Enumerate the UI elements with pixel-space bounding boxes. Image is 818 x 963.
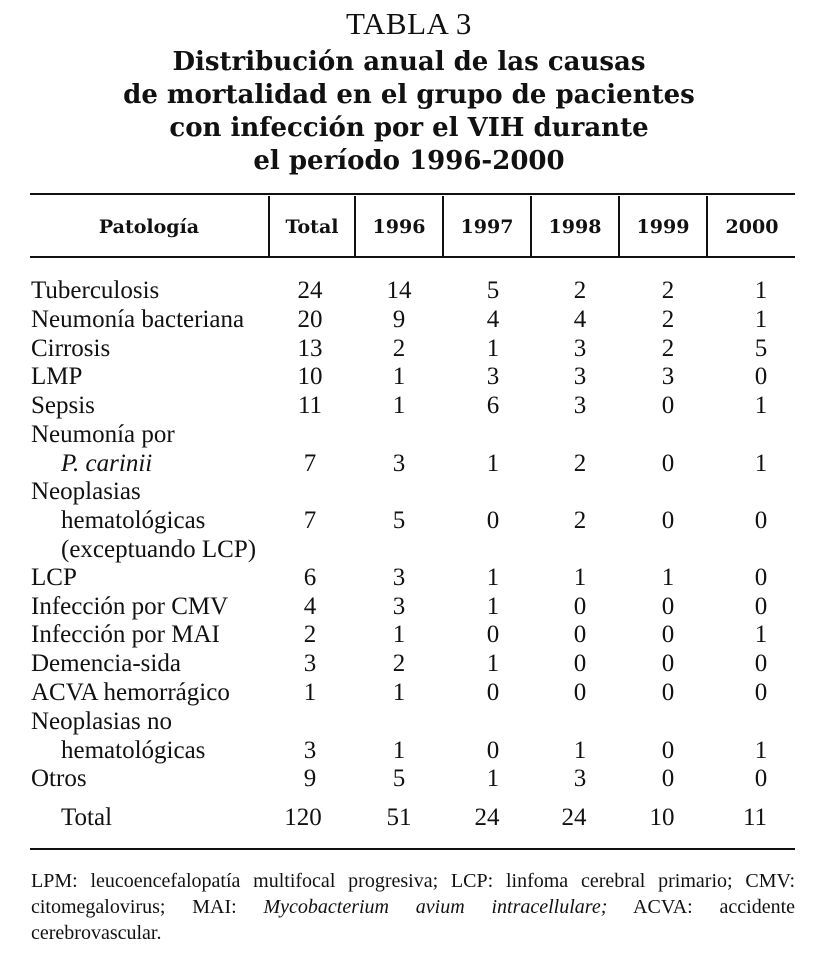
footnote <box>31 868 795 946</box>
cell-1997: 3 <box>486 363 500 390</box>
row-label: Sepsis <box>31 392 95 419</box>
footnote-text: LPM: leucoencefalopatía multifocal progresiva; LCP: linfoma cerebral primario; CMV: citomegalovirus; MAI: <box>31 870 795 918</box>
cell-1998: 0 <box>573 679 587 706</box>
cell-1999: 1 <box>661 564 675 591</box>
cell-2000: 1 <box>754 306 768 333</box>
row-label: Cirrosis <box>31 335 111 362</box>
cell-1997: 0 <box>486 507 500 534</box>
cell-1996: 1 <box>392 392 406 419</box>
cell-1999: 0 <box>661 507 675 534</box>
cell-total: 7 <box>303 450 317 477</box>
cell-1997: 1 <box>486 765 500 792</box>
cell-1999: 0 <box>661 650 675 677</box>
cell-1999: 0 <box>661 679 675 706</box>
cell-1997: 1 <box>486 335 500 362</box>
cell-2000: 1 <box>754 450 768 477</box>
cell-1999: 3 <box>661 363 675 390</box>
cell-2000: 0 <box>754 679 768 706</box>
top-rule <box>30 193 795 195</box>
cell-2000: 1 <box>754 621 768 648</box>
header-2000: 2000 <box>725 216 779 238</box>
table-number: TABLA 3 <box>346 6 472 41</box>
cell-1999: 0 <box>661 621 675 648</box>
row-label: LMP <box>31 363 83 390</box>
row-label: Tuberculosis <box>31 277 160 304</box>
cell-2000: 0 <box>754 363 768 390</box>
cell-total: 3 <box>303 650 317 677</box>
cell-1996: 1 <box>392 737 406 764</box>
cell-2000: 1 <box>754 737 768 764</box>
total-2000: 11 <box>742 804 768 831</box>
total-1996: 51 <box>386 804 412 831</box>
footnote-text: ACVA: accidente cerebrovascular. <box>31 896 796 944</box>
row-label: Otros <box>31 765 87 792</box>
cell-1999: 0 <box>661 737 675 764</box>
cell-2000: 1 <box>754 392 768 419</box>
total-1997: 24 <box>474 804 500 831</box>
row-label: Neumonía bacteriana <box>31 306 245 333</box>
row-label: Neoplasias <box>31 478 141 505</box>
total-total: 120 <box>284 804 322 831</box>
cell-2000: 1 <box>754 277 768 304</box>
cell-1996: 14 <box>386 277 412 304</box>
cell-1998: 0 <box>573 593 587 620</box>
cell-1999: 2 <box>661 335 675 362</box>
total-1998: 24 <box>561 804 587 831</box>
row-label-continuation: P. carinii <box>61 450 153 477</box>
cell-1998: 3 <box>573 392 587 419</box>
cell-1997: 5 <box>486 277 500 304</box>
cell-total: 20 <box>297 306 323 333</box>
row-label: Infección por CMV <box>31 593 229 620</box>
cell-total: 10 <box>297 363 323 390</box>
total-1999: 10 <box>649 804 675 831</box>
cell-1999: 0 <box>661 450 675 477</box>
cell-1998: 1 <box>573 564 587 591</box>
title-line: el período 1996-2000 <box>253 146 565 176</box>
cell-total: 11 <box>297 392 323 419</box>
header-total: Total <box>285 216 339 238</box>
cell-1999: 2 <box>661 306 675 333</box>
cell-1996: 2 <box>392 335 406 362</box>
cell-total: 13 <box>297 335 323 362</box>
title-line: con infección por el VIH durante <box>169 113 649 143</box>
row-label: Neumonía por <box>31 421 175 448</box>
cell-1998: 3 <box>573 765 587 792</box>
cell-1996: 3 <box>392 450 406 477</box>
row-label: Neoplasias no <box>31 708 172 735</box>
cell-1997: 1 <box>486 564 500 591</box>
cell-1996: 1 <box>392 679 406 706</box>
cell-1998: 0 <box>573 650 587 677</box>
cell-1998: 4 <box>573 306 587 333</box>
cell-1996: 9 <box>392 306 406 333</box>
cell-1996: 3 <box>392 564 406 591</box>
cell-2000: 0 <box>754 507 768 534</box>
cell-1998: 2 <box>573 450 587 477</box>
cell-1997: 4 <box>486 306 500 333</box>
cell-1998: 1 <box>573 737 587 764</box>
header-1999: 1999 <box>636 216 690 238</box>
cell-2000: 0 <box>754 765 768 792</box>
cell-1996: 5 <box>392 507 406 534</box>
cell-1996: 5 <box>392 765 406 792</box>
footnote-species: Mycobacterium avium intracellulare; <box>263 896 608 918</box>
title-line: de mortalidad en el grupo de pacientes <box>123 80 695 110</box>
cell-1999: 0 <box>661 765 675 792</box>
cell-1997: 6 <box>486 392 500 419</box>
cell-1996: 2 <box>392 650 406 677</box>
header-1997: 1997 <box>460 216 514 238</box>
cell-1997: 0 <box>486 621 500 648</box>
cell-1998: 3 <box>573 335 587 362</box>
cell-1998: 2 <box>573 507 587 534</box>
cell-total: 24 <box>297 277 323 304</box>
cell-1997: 1 <box>486 450 500 477</box>
cell-2000: 0 <box>754 650 768 677</box>
row-label-continuation: (exceptuando LCP) <box>61 536 257 563</box>
cell-1997: 0 <box>486 679 500 706</box>
cell-1999: 0 <box>661 593 675 620</box>
cell-1996: 3 <box>392 593 406 620</box>
header-1996: 1996 <box>372 216 426 238</box>
cell-1998: 0 <box>573 621 587 648</box>
cell-total: 2 <box>303 621 317 648</box>
title-line: Distribución anual de las causas <box>172 47 646 77</box>
cell-total: 1 <box>303 679 317 706</box>
header-patologia: Patología <box>98 216 200 238</box>
cell-2000: 5 <box>754 335 768 362</box>
cell-1998: 3 <box>573 363 587 390</box>
cell-2000: 0 <box>754 593 768 620</box>
bottom-rule <box>30 848 795 850</box>
cell-1997: 1 <box>486 593 500 620</box>
cell-total: 9 <box>303 765 317 792</box>
cell-1999: 0 <box>661 392 675 419</box>
cell-1997: 0 <box>486 737 500 764</box>
cell-1998: 2 <box>573 277 587 304</box>
total-row-label: Total <box>61 804 113 831</box>
cell-1999: 2 <box>661 277 675 304</box>
cell-total: 4 <box>303 593 317 620</box>
row-label-continuation: hematológicas <box>61 507 206 534</box>
header-1998: 1998 <box>548 216 602 238</box>
table-title <box>60 46 758 178</box>
row-label-continuation: hematológicas <box>61 737 206 764</box>
row-label: Infección por MAI <box>31 621 220 648</box>
header-rule <box>30 256 795 258</box>
row-label: LCP <box>31 564 77 591</box>
row-label: Demencia-sida <box>31 650 181 677</box>
cell-total: 3 <box>303 737 317 764</box>
cell-total: 7 <box>303 507 317 534</box>
cell-2000: 0 <box>754 564 768 591</box>
cell-1996: 1 <box>392 621 406 648</box>
row-label: ACVA hemorrágico <box>31 679 230 706</box>
cell-total: 6 <box>303 564 317 591</box>
cell-1996: 1 <box>392 363 406 390</box>
cell-1997: 1 <box>486 650 500 677</box>
